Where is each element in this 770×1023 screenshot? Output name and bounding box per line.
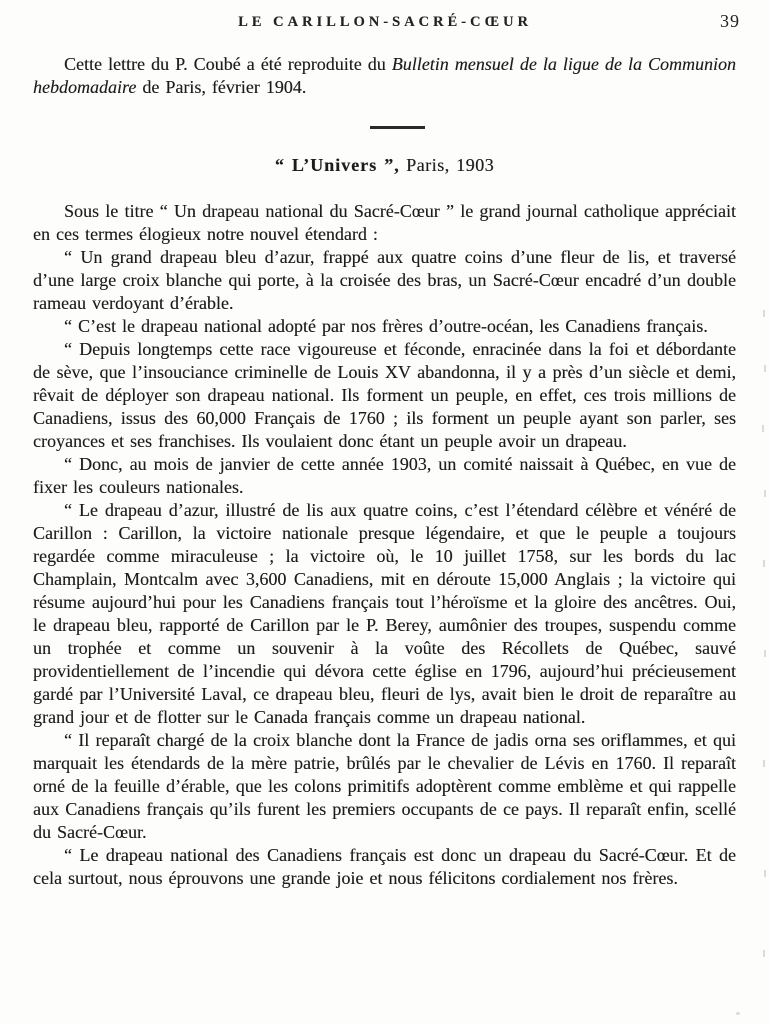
running-title: LE CARILLON-SACRÉ-CŒUR — [238, 14, 532, 30]
scan-speck — [762, 425, 764, 432]
scan-speck — [763, 760, 765, 767]
paragraph-il-reparait: “ Il reparaît chargé de la croix blanche dont la France de jadis orna ses oriflammes, et qui marquait les étendards de la mère patrie, brûlés par le chevalier de Lévis en 1760. Il reparaît orné de la feuille d’érable, que les colons primitifs adoptèrent comme emblème et qui rappelle aux Canadiens français qu’ils furent les premiers occupants de ce pays. Il reparaît enfin, scellé du Sacré-Cœur. — [33, 730, 736, 842]
section-divider-rule — [370, 126, 425, 129]
scan-speck — [736, 1012, 740, 1015]
scan-speck — [763, 560, 765, 567]
paragraph-le-drapeau-dazur: “ Le drapeau d’azur, illustré de lis aux quatre coins, c’est l’étendard célèbre et vénéré de Carillon : Carillon, la victoire nationale presque légendaire, et que le peuple a toujours regardée comme miraculeuse ; la victoire où, le 10 juillet 1758, sur les bords du lac Champlain, Montcalm avec 3,600 Canadiens, mit en déroute 15,000 Anglais ; la victoire qui résume aujourd’hui pour les Canadiens français tout l’héroïsme et la gloire des ancêtres. Oui, le drapeau bleu, rapporté de Carillon par le P. Berey, aumônier des troupes, suspendu comme un trophée et comme un souvenir à la voûte des Récollets de Québec, sauvé providentiellement de l’incendie qui dévora cette église en 1796, aujourd’hui précieusement gardé par l’Université Laval, ce drapeau bleu, fleuri de lys, avait bien le droit de reparaître au grand jour et de flotter sur le Canada français comme un drapeau national. — [33, 500, 736, 727]
page-content — [33, 53, 736, 890]
scan-speck — [763, 950, 765, 957]
section-heading — [33, 154, 736, 177]
intro-paragraph — [33, 53, 736, 99]
intro-text-tail: de Paris, février 1904. — [136, 77, 307, 97]
scan-speck — [764, 490, 766, 497]
scan-speck — [764, 650, 766, 657]
scan-speck — [764, 870, 766, 877]
paragraph-depuis-longtemps: “ Depuis longtemps cette race vigoureuse et féconde, enracinée dans la foi et débordante de sève, que l’insouciance criminelle de Louis XV abandonna, il y a près d’un siècle et demi, rêvait de déployer son drapeau national. Ils forment un peuple, en effet, ces trois millions de Canadiens, issus des 60,000 Français de 1760 ; ils forment un peuple ayant son parler, ses croyances et ses franchises. Ils voulaient donc étant un peuple avoir un drapeau. — [33, 339, 736, 451]
page-header — [0, 0, 770, 31]
page-number: 39 — [720, 11, 740, 31]
paragraph-un-grand-drapeau: “ Un grand drapeau bleu d’azur, frappé aux quatre coins d’une fleur de lis, et traversé d’une large croix blanche qui porte, à la croisée des bras, un Sacré-Cœur encadré d’un double rameau verdoyant d’érable. — [33, 247, 736, 313]
section-heading-place-date: Paris, 1903 — [399, 155, 495, 175]
section-heading-journal-name: “ L’Univers ”, — [274, 155, 400, 175]
scan-speck — [764, 365, 766, 372]
paragraph-donc-au-mois: “ Donc, au mois de janvier de cette année 1903, un comité naissait à Québec, en vue de fixer les couleurs nationales. — [33, 454, 736, 497]
scan-speck — [763, 310, 765, 317]
paragraph-cest-le-drapeau: “ C’est le drapeau national adopté par nos frères d’outre-océan, les Canadiens français. — [64, 316, 708, 336]
intro-text-lead: Cette lettre du P. Coubé a été reproduite du — [64, 54, 392, 74]
paragraph-sous-le-titre: Sous le titre “ Un drapeau national du Sacré-Cœur ” le grand journal catholique appréciait en ces termes élogieux notre nouvel étendard : — [33, 201, 736, 244]
paragraph-drapeau-national: “ Le drapeau national des Canadiens français est donc un drapeau du Sacré-Cœur. Et de cela surtout, nous éprouvons une grande joie et nous félicitons cordialement nos frères. — [33, 845, 736, 888]
intro-citation-italic: Bulletin mensuel de la ligue de la Communion hebdomadaire — [33, 54, 736, 97]
